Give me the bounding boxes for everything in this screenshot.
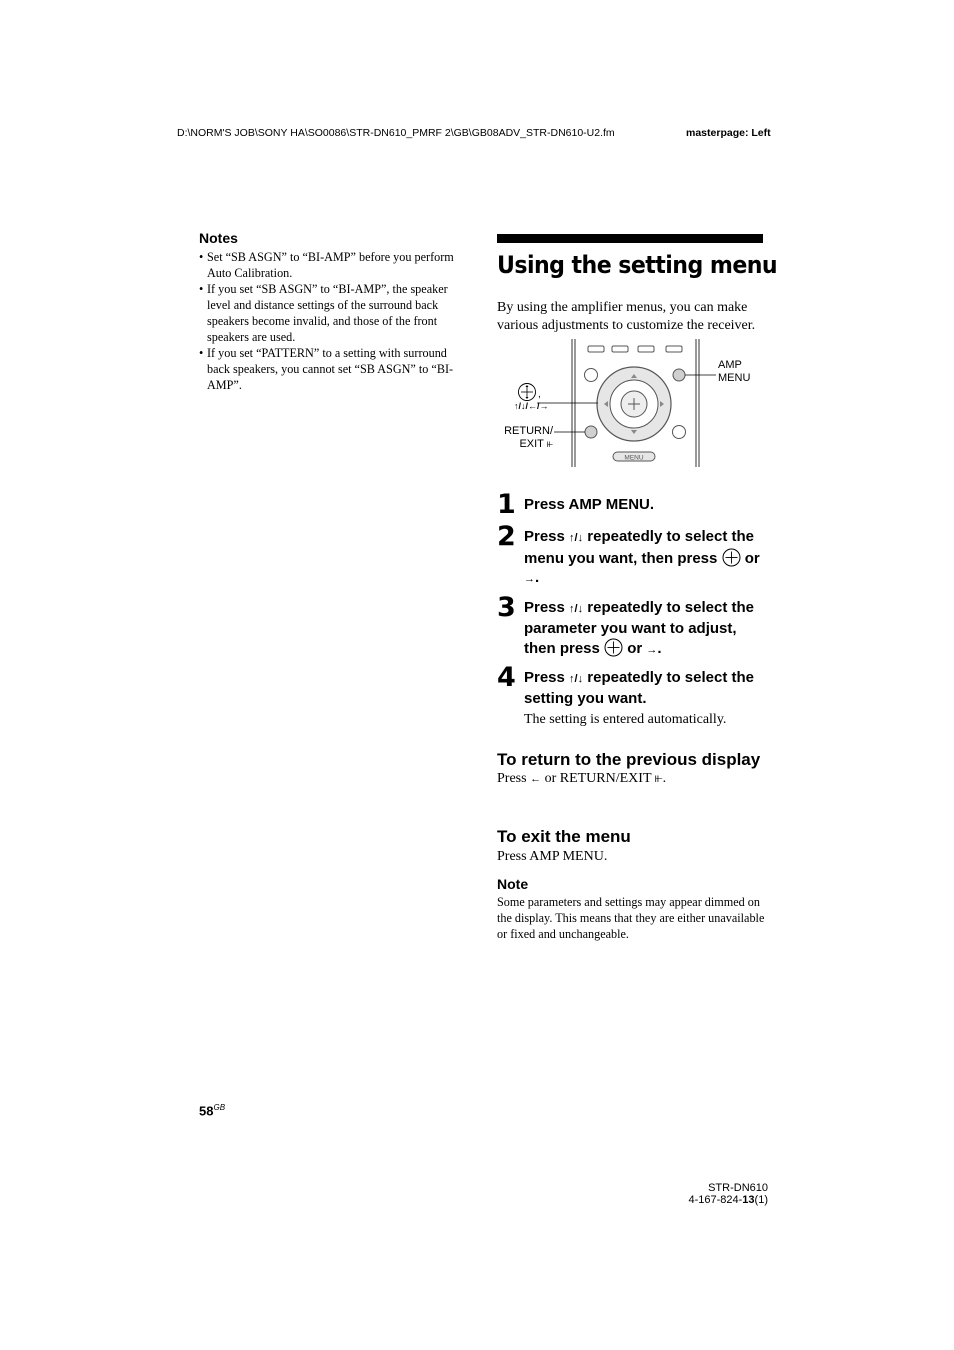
page-number (199, 1103, 225, 1118)
step-1 (497, 489, 767, 520)
notes-block (199, 230, 469, 393)
amp-menu-label (718, 359, 750, 385)
footer-code (686, 1194, 768, 1206)
footer-codes (686, 1182, 768, 1206)
enter-icon (604, 638, 623, 657)
step-text (524, 668, 767, 708)
footer-code-post: (1) (754, 1194, 768, 1206)
footer-model: STR-DN610 (708, 1182, 768, 1194)
title-bar (497, 234, 763, 243)
step-text (524, 598, 767, 660)
step-number: 3 (497, 592, 516, 623)
return-heading: To return to the previous display (497, 750, 761, 769)
return-label-line2 (502, 438, 553, 451)
up-down-arrows-icon: ↑/↓ (569, 603, 584, 615)
return-icon: ⫦ (654, 771, 663, 786)
menu-key-label: MENU (624, 454, 644, 462)
footer-code-bold: 13 (742, 1194, 755, 1206)
step-pre: Press (524, 599, 565, 616)
exit-text: EXIT (519, 438, 544, 450)
note-block (497, 876, 765, 942)
right-arrow-icon: → (646, 644, 658, 656)
note-item: • If you set “PATTERN” to a setting with surround back speakers, you cannot set “SB ASGN” to “BI-AMP”. (199, 345, 469, 393)
step-end: . (535, 569, 540, 586)
header-file-path: D:\NORM'S JOB\SONY HA\SO0086\STR-DN610_PMRF 2\GB\GB08ADV_STR-DN610-U2.fm (177, 127, 615, 139)
note-heading: Note (497, 876, 529, 892)
step-mid: repeatedly to select the setting you want. (524, 669, 755, 707)
step-number: 1 (497, 489, 516, 520)
section-title: Using the setting menu (497, 251, 778, 279)
return-end: . (662, 771, 667, 786)
step-mid: repeatedly to select the menu you want, then press (524, 528, 755, 567)
remote-illustration (497, 337, 767, 471)
arrows-comma: , (538, 389, 541, 400)
step-2 (497, 521, 767, 589)
return-icon: ⫦ (546, 438, 553, 450)
step-mid: repeatedly to select the parameter you want to adjust, then press (524, 599, 755, 657)
return-section (497, 751, 765, 788)
page-number-value: 58 (199, 1103, 214, 1119)
step-or: or (744, 550, 760, 567)
exit-heading: To exit the menu (497, 827, 631, 846)
note-item: • Set “SB ASGN” to “BI-AMP” before you perform Auto Calibration. (199, 249, 469, 281)
step-subtext: The setting is entered automatically. (524, 712, 727, 727)
step-or: or (627, 640, 643, 657)
section-intro: By using the amplifier menus, you can make various adjustments to customize the receiver. (497, 300, 756, 333)
page-number-suffix: GB (213, 1103, 226, 1112)
amp-menu-label-line1: AMP (718, 359, 742, 371)
step-4 (497, 662, 767, 728)
arrows-label: ↑/↓/←/→ (514, 401, 549, 411)
step-end: . (657, 640, 662, 657)
exit-text: Press AMP MENU. (497, 849, 608, 864)
enter-icon (722, 548, 741, 567)
right-arrow-icon: → (524, 573, 535, 585)
note-text: Some parameters and settings may appear dimmed on the display. This means that they are either unavailable or fixed and unchangeable. (497, 895, 765, 941)
amp-menu-label-line2: MENU (718, 372, 751, 384)
footer-code-pre: 4-167-824- (688, 1194, 743, 1206)
notes-list (199, 249, 469, 393)
step-pre: Press (524, 669, 565, 686)
step-number: 4 (497, 662, 516, 693)
return-label-line1: RETURN/ (504, 425, 553, 437)
step-text: Press AMP MENU. (524, 496, 655, 513)
step-text (524, 527, 767, 589)
left-arrow-icon: ← (530, 773, 542, 785)
step-3 (497, 592, 767, 660)
return-post: or RETURN/EXIT (544, 771, 652, 786)
return-exit-label (502, 425, 553, 451)
return-pre: Press (497, 771, 527, 786)
exit-section (497, 828, 765, 866)
up-down-arrows-icon: ↑/↓ (569, 673, 584, 685)
header-masterpage: masterpage: Left (686, 127, 771, 139)
step-number: 2 (497, 521, 516, 552)
note-item: • If you set “SB ASGN” to “BI-AMP”, the speaker level and distance settings of the surround back speakers become invalid, and those of the front speakers are used. (199, 281, 469, 345)
section-header (497, 234, 778, 335)
return-text (497, 770, 765, 788)
up-down-arrows-icon: ↑/↓ (569, 532, 584, 544)
step-pre: Press (524, 528, 565, 545)
notes-heading: Notes (199, 230, 238, 246)
